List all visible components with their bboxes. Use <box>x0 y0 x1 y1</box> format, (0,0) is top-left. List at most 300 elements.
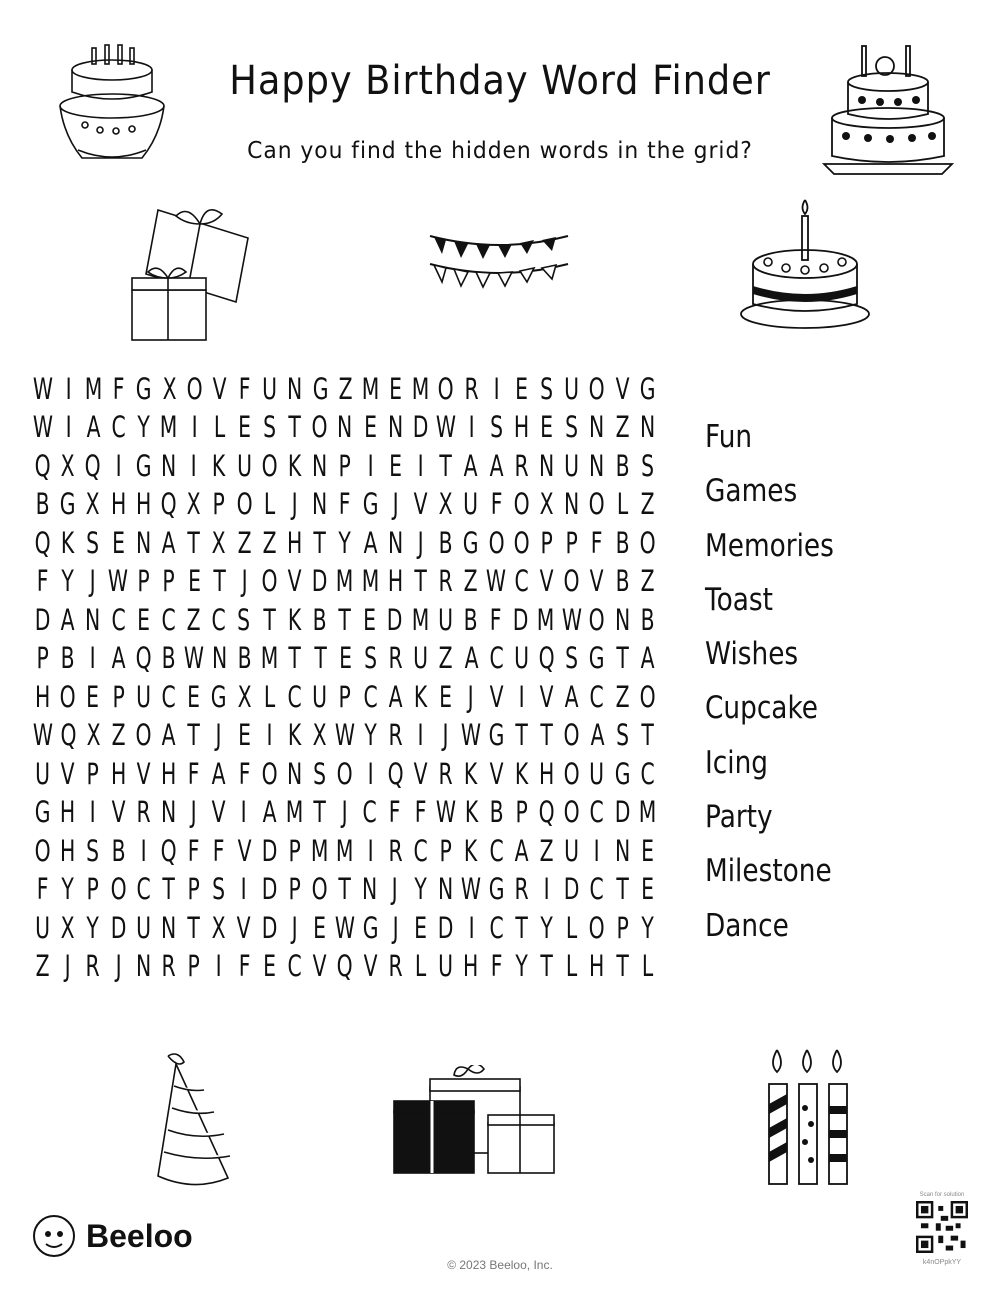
grid-letter: V <box>312 949 327 984</box>
brand-logo <box>32 1214 193 1258</box>
grid-letter: F <box>489 602 502 637</box>
grid-letter: Z <box>111 718 126 753</box>
grid-letter: N <box>287 371 303 406</box>
grid-letter: W <box>486 564 507 599</box>
grid-letter: Y <box>61 564 74 599</box>
grid-letter: O <box>261 448 278 483</box>
grid-letter: U <box>312 679 328 714</box>
grid-letter: X <box>211 910 226 945</box>
grid-letter: F <box>414 795 427 830</box>
grid-letter: X <box>86 487 100 522</box>
grid-letter: M <box>260 641 279 676</box>
grid-letter: L <box>566 949 578 984</box>
grid-letter: D <box>412 410 429 445</box>
grid-letter: K <box>464 833 478 868</box>
grid-letter: E <box>338 641 352 676</box>
grid-letter: M <box>361 371 380 406</box>
grid-letter: R <box>161 949 176 984</box>
word-list-item: Milestone <box>705 853 832 890</box>
grid-letter: V <box>413 756 428 791</box>
grid-letter: T <box>313 795 326 830</box>
grid-letter: Y <box>338 525 352 560</box>
grid-letter: B <box>35 487 50 522</box>
grid-letter: I <box>417 448 424 483</box>
grid-letter: O <box>589 487 606 522</box>
grid-letter: J <box>216 718 223 753</box>
grid-letter: N <box>362 872 378 907</box>
grid-letter: Y <box>86 910 100 945</box>
grid-letter: O <box>563 718 580 753</box>
grid-letter: B <box>463 602 478 637</box>
grid-letter: Z <box>640 487 655 522</box>
grid-letter: C <box>489 641 504 676</box>
grid-letter: N <box>312 487 328 522</box>
grid-letter: E <box>389 448 402 483</box>
grid-letter: G <box>34 795 51 830</box>
grid-letter: V <box>413 487 428 522</box>
grid-letter: S <box>363 641 377 676</box>
grid-letter: H <box>60 833 76 868</box>
grid-letter: U <box>564 833 580 868</box>
grid-row <box>30 678 660 717</box>
grid-letter: V <box>590 564 604 599</box>
grid-row <box>30 717 660 756</box>
grid-letter: J <box>190 795 197 830</box>
grid-letter: I <box>140 833 147 868</box>
grid-letter: P <box>36 641 49 676</box>
grid-letter: A <box>60 602 75 637</box>
grid-letter: Q <box>538 641 555 676</box>
bunting-banner-icon <box>428 228 570 300</box>
qr-code-icon <box>916 1201 968 1253</box>
grid-letter: V <box>539 564 554 599</box>
grid-letter: N <box>387 525 404 560</box>
grid-letter: D <box>261 910 277 945</box>
grid-letter: G <box>463 525 479 560</box>
grid-letter: H <box>110 756 126 791</box>
grid-letter: F <box>238 949 251 984</box>
grid-letter: O <box>588 371 606 406</box>
grid-letter: V <box>489 756 504 791</box>
grid-letter: P <box>288 872 301 907</box>
grid-letter: Y <box>364 718 377 753</box>
grid-letter: O <box>311 872 328 907</box>
grid-letter: W <box>32 371 53 406</box>
grid-letter: X <box>438 487 453 522</box>
grid-letter: V <box>136 756 151 791</box>
grid-letter: W <box>435 410 456 445</box>
grid-letter: P <box>86 756 100 791</box>
grid-letter: G <box>59 487 76 522</box>
party-hat-icon <box>150 1050 235 1190</box>
solution-qr[interactable] <box>906 1192 978 1266</box>
grid-letter: Q <box>34 448 51 483</box>
grid-letter: V <box>111 795 126 830</box>
grid-letter: H <box>463 949 479 984</box>
grid-letter: W <box>32 410 53 445</box>
grid-row <box>30 948 660 987</box>
grid-letter: I <box>191 410 198 445</box>
grid-letter: E <box>111 525 125 560</box>
grid-letter: B <box>438 525 453 560</box>
grid-letter: N <box>211 641 228 676</box>
grid-letter: U <box>35 756 51 791</box>
grid-letter: E <box>263 949 276 984</box>
grid-letter: N <box>160 910 177 945</box>
grid-letter: A <box>489 448 504 483</box>
grid-letter: T <box>515 910 528 945</box>
grid-letter: F <box>112 371 125 406</box>
grid-letter: V <box>363 949 378 984</box>
grid-letter: V <box>212 371 227 406</box>
grid-letter: H <box>513 410 530 445</box>
grid-letter: A <box>640 641 655 676</box>
grid-letter: B <box>312 602 327 637</box>
grid-letter: V <box>237 833 252 868</box>
grid-letter: C <box>589 795 605 830</box>
grid-letter: K <box>413 679 428 714</box>
grid-letter: D <box>261 872 277 907</box>
grid-letter: P <box>439 833 452 868</box>
copyright-text: © 2023 Beeloo, Inc. <box>447 1258 553 1272</box>
grid-letter: H <box>387 564 403 599</box>
grid-letter: F <box>591 525 603 560</box>
grid-letter: R <box>388 833 403 868</box>
word-list-item: Icing <box>705 744 769 781</box>
grid-letter: M <box>361 564 379 599</box>
grid-letter: E <box>414 910 428 945</box>
grid-letter: S <box>641 448 654 483</box>
grid-letter: G <box>488 872 505 907</box>
grid-letter: J <box>417 525 424 560</box>
grid-letter: E <box>363 602 377 637</box>
grid-letter: P <box>137 564 150 599</box>
grid-letter: I <box>468 410 475 445</box>
grid-letter: U <box>514 641 529 676</box>
grid-letter: A <box>86 410 101 445</box>
grid-letter: S <box>86 525 100 560</box>
grid-letter: B <box>615 564 630 599</box>
grid-letter: O <box>563 564 580 599</box>
grid-letter: O <box>513 525 530 560</box>
grid-letter: A <box>111 641 126 676</box>
grid-letter: K <box>61 525 75 560</box>
grid-letter: C <box>161 602 176 637</box>
grid-row <box>30 447 660 486</box>
grid-letter: C <box>489 833 504 868</box>
grid-letter: D <box>563 872 580 907</box>
grid-letter: G <box>362 910 379 945</box>
grid-letter: U <box>564 371 580 406</box>
grid-letter: T <box>338 602 351 637</box>
grid-letter: Z <box>640 564 655 599</box>
grid-letter: K <box>464 795 478 830</box>
grid-letter: N <box>135 949 152 984</box>
grid-letter: M <box>160 410 178 445</box>
grid-letter: E <box>641 833 654 868</box>
grid-letter: F <box>490 949 503 984</box>
grid-letter: U <box>564 448 580 483</box>
grid-letter: H <box>34 679 51 714</box>
grid-letter: F <box>238 371 251 406</box>
grid-letter: G <box>362 487 379 522</box>
grid-letter: P <box>616 910 629 945</box>
grid-letter: Y <box>61 872 74 907</box>
grid-letter: W <box>461 718 482 753</box>
grid-letter: I <box>367 448 374 483</box>
grid-letter: R <box>85 949 101 984</box>
grid-letter: W <box>435 795 456 830</box>
grid-letter: C <box>363 679 378 714</box>
grid-letter: V <box>539 679 554 714</box>
grid-letter: J <box>392 910 399 945</box>
grid-letter: W <box>334 718 355 753</box>
grid-letter: T <box>616 949 629 984</box>
grid-letter: O <box>639 525 656 560</box>
grid-letter: E <box>313 910 326 945</box>
grid-letter: E <box>237 410 251 445</box>
grid-letter: T <box>313 525 327 560</box>
grid-letter: R <box>514 448 529 483</box>
grid-letter: X <box>212 525 226 560</box>
grid-letter: U <box>35 910 51 945</box>
grid-letter: O <box>110 872 127 907</box>
grid-letter: P <box>515 795 528 830</box>
grid-letter: P <box>338 679 352 714</box>
grid-letter: M <box>311 833 329 868</box>
grid-letter: G <box>136 371 152 406</box>
grid-letter: C <box>110 602 126 637</box>
brand-name: Beeloo <box>86 1217 193 1254</box>
grid-letter: I <box>468 910 475 945</box>
grid-letter: U <box>135 910 151 945</box>
grid-letter: O <box>59 679 76 714</box>
grid-letter: O <box>563 756 580 791</box>
grid-letter: G <box>211 679 227 714</box>
grid-letter: Q <box>84 448 102 483</box>
grid-letter: Y <box>641 910 654 945</box>
grid-letter: E <box>515 371 528 406</box>
grid-letter: R <box>136 795 151 830</box>
grid-row <box>30 524 660 563</box>
grid-letter: A <box>388 679 403 714</box>
grid-letter: F <box>187 756 200 791</box>
grid-letter: M <box>412 371 430 406</box>
grid-letter: M <box>84 371 103 406</box>
grid-letter: I <box>518 679 525 714</box>
grid-letter: D <box>387 602 403 637</box>
grid-row <box>30 909 660 948</box>
grid-letter: P <box>540 525 553 560</box>
grid-letter: J <box>241 564 248 599</box>
grid-letter: I <box>543 872 550 907</box>
grid-letter: J <box>391 872 398 907</box>
grid-letter: C <box>589 679 605 714</box>
grid-letter: K <box>464 756 478 791</box>
grid-row <box>30 409 660 448</box>
grid-letter: E <box>363 410 377 445</box>
word-list-item: Games <box>705 473 798 510</box>
grid-letter: S <box>86 833 100 868</box>
grid-letter: J <box>115 949 122 984</box>
grid-letter: N <box>437 872 453 907</box>
grid-letter: J <box>392 487 399 522</box>
grid-letter: Y <box>413 872 427 907</box>
grid-letter: T <box>641 718 654 753</box>
grid-letter: C <box>413 833 428 868</box>
grid-letter: T <box>540 718 554 753</box>
grid-letter: U <box>135 679 151 714</box>
grid-letter: I <box>367 756 374 791</box>
grid-letter: P <box>338 448 352 483</box>
grid-letter: D <box>34 602 51 637</box>
grid-letter: G <box>312 371 329 406</box>
grid-letter: R <box>438 564 453 599</box>
grid-letter: M <box>336 564 354 599</box>
grid-letter: C <box>589 872 605 907</box>
grid-letter: O <box>311 410 328 445</box>
grid-letter: T <box>615 872 629 907</box>
grid-letter: S <box>212 872 226 907</box>
grid-letter: R <box>514 872 529 907</box>
word-list-item: Fun <box>705 419 753 455</box>
grid-letter: L <box>263 679 276 714</box>
grid-letter: S <box>565 641 579 676</box>
grid-letter: Z <box>539 833 554 868</box>
grid-letter: N <box>135 525 152 560</box>
grid-letter: F <box>389 795 401 830</box>
qr-caption: Scan for solution <box>919 1192 965 1198</box>
grid-letter: C <box>136 872 151 907</box>
grid-letter: D <box>513 602 529 637</box>
grid-letter: C <box>640 756 655 791</box>
grid-letter: Z <box>186 602 201 637</box>
grid-letter: R <box>388 641 403 676</box>
grid-letter: S <box>489 410 503 445</box>
page-title: Happy Birthday Word Finder <box>229 58 771 104</box>
grid-letter: W <box>108 564 129 599</box>
grid-letter: F <box>339 487 351 522</box>
grid-letter: T <box>213 564 226 599</box>
grid-letter: V <box>287 564 302 599</box>
grid-letter: J <box>442 718 449 753</box>
grid-letter: O <box>236 487 253 522</box>
grid-letter: M <box>336 833 354 868</box>
grid-letter: X <box>60 448 75 483</box>
grid-letter: J <box>291 910 298 945</box>
grid-letter: R <box>438 756 453 791</box>
grid-letter: I <box>89 795 96 830</box>
grid-letter: N <box>539 448 555 483</box>
grid-letter: X <box>312 718 327 753</box>
word-list <box>705 417 857 960</box>
grid-letter: O <box>34 833 51 868</box>
grid-row <box>30 832 660 871</box>
grid-letter: R <box>388 949 403 984</box>
word-list-item: Cupcake <box>705 690 818 727</box>
grid-letter: S <box>263 410 276 445</box>
birthday-cake-icon <box>738 198 878 333</box>
grid-letter: A <box>161 718 176 753</box>
grid-letter: A <box>464 641 479 676</box>
grid-letter: L <box>263 487 276 522</box>
grid-letter: P <box>288 833 301 868</box>
grid-letter: X <box>186 487 201 522</box>
page-subtitle: Can you find the hidden words in the grid? <box>247 138 753 164</box>
grid-letter: P <box>187 949 200 984</box>
grid-letter: V <box>489 679 504 714</box>
grid-letter: Y <box>137 410 151 445</box>
bee-icon <box>32 1214 76 1258</box>
grid-letter: Z <box>35 949 50 984</box>
grid-letter: K <box>514 756 529 791</box>
grid-letter: O <box>488 525 505 560</box>
grid-letter: T <box>414 564 427 599</box>
grid-letter: E <box>237 718 251 753</box>
grid-letter: K <box>287 448 302 483</box>
grid-letter: J <box>468 679 475 714</box>
grid-letter: Q <box>160 487 177 522</box>
grid-letter: N <box>337 410 353 445</box>
grid-row <box>30 640 660 679</box>
grid-letter: C <box>287 949 302 984</box>
grid-letter: P <box>565 525 579 560</box>
word-list-item: Dance <box>705 907 789 944</box>
grid-letter: D <box>261 833 278 868</box>
grid-letter: Z <box>237 525 252 560</box>
grid-letter: I <box>367 833 374 868</box>
grid-letter: N <box>287 756 303 791</box>
grid-letter: T <box>338 872 351 907</box>
grid-letter: B <box>161 641 176 676</box>
grid-letter: Q <box>60 718 77 753</box>
grid-letter: N <box>85 602 101 637</box>
grid-row <box>30 871 660 910</box>
grid-letter: J <box>64 949 71 984</box>
grid-letter: N <box>160 795 177 830</box>
grid-letter: N <box>387 410 403 445</box>
grid-letter: G <box>488 718 505 753</box>
birthday-cake-icon <box>50 40 170 185</box>
grid-letter: A <box>514 833 529 868</box>
grid-letter: T <box>162 872 175 907</box>
grid-letter: A <box>262 795 277 830</box>
grid-letter: T <box>439 448 453 483</box>
grid-letter: E <box>540 410 554 445</box>
grid-letter: Y <box>515 949 528 984</box>
grid-letter: I <box>594 833 601 868</box>
grid-letter: H <box>110 487 126 522</box>
grid-letter: H <box>160 756 177 791</box>
grid-row <box>30 601 660 640</box>
grid-letter: J <box>291 487 298 522</box>
grid-letter: H <box>60 795 76 830</box>
grid-letter: C <box>287 679 302 714</box>
grid-letter: D <box>110 910 126 945</box>
grid-letter: J <box>89 564 96 599</box>
grid-letter: D <box>614 795 631 830</box>
grid-letter: R <box>464 371 479 406</box>
grid-letter: U <box>589 756 605 791</box>
grid-letter: L <box>566 910 578 945</box>
grid-letter: D <box>311 564 328 599</box>
grid-letter: O <box>639 679 656 714</box>
grid-letter: O <box>588 602 606 637</box>
grid-letter: C <box>161 679 176 714</box>
grid-letter: O <box>437 371 454 406</box>
grid-letter: O <box>337 756 354 791</box>
grid-letter: M <box>285 795 304 830</box>
